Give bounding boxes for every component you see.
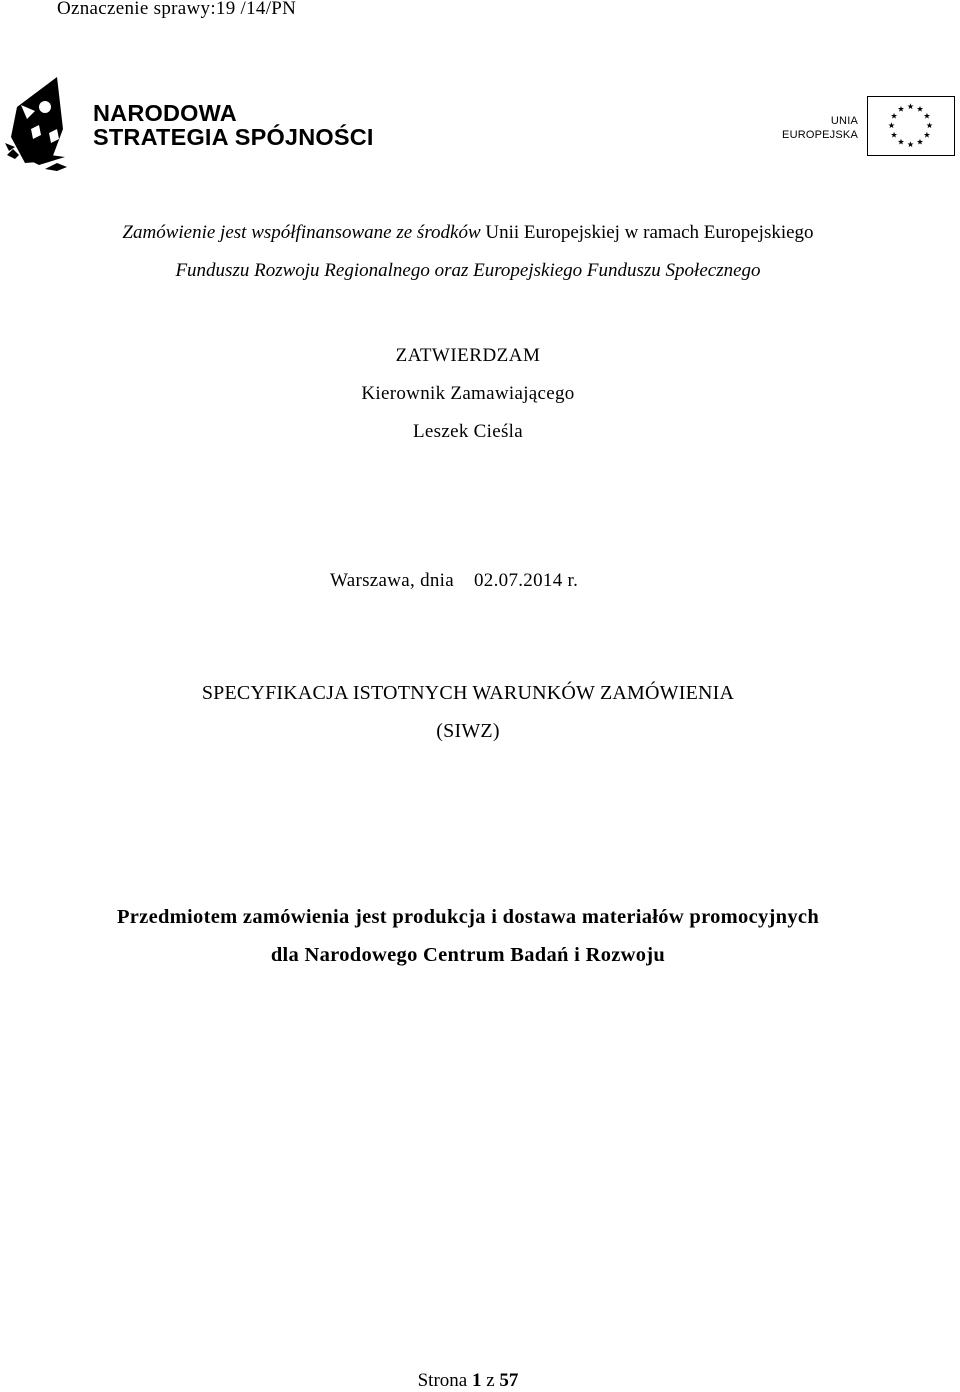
page-number: 1 bbox=[471, 1370, 482, 1391]
eu-star-icon bbox=[907, 103, 913, 109]
page-prefix: Strona bbox=[417, 1370, 472, 1391]
cofinancing-line1 bbox=[0, 222, 936, 244]
eu-star-icon bbox=[898, 139, 904, 145]
eu-logo-text bbox=[770, 114, 858, 142]
page-footer bbox=[0, 1370, 936, 1392]
nss-logo-text bbox=[93, 101, 374, 149]
eu-star-icon bbox=[917, 139, 923, 145]
cofinancing-line2-italic: Funduszu Rozwoju Regionalnego oraz Europejskiego Funduszu Społecznego bbox=[175, 260, 761, 281]
nss-emblem-icon bbox=[5, 77, 71, 173]
eu-star-icon bbox=[888, 122, 894, 128]
cofinancing-line1-italic: Zamówienie jest współfinansowane ze środków bbox=[122, 222, 481, 243]
approval-name: Leszek Cieśla bbox=[413, 421, 523, 442]
nss-logo-line2: STRATEGIA SPÓJNOŚCI bbox=[93, 124, 374, 150]
eu-logo-line2: EUROPEJSKA bbox=[782, 129, 858, 141]
eu-star-icon bbox=[891, 113, 897, 119]
nss-logo bbox=[5, 77, 374, 173]
approval-role: Kierownik Zamawiającego bbox=[361, 383, 575, 404]
eu-star-icon bbox=[898, 106, 904, 112]
cofinancing-line2 bbox=[0, 260, 936, 282]
place-label: Warszawa, dnia bbox=[330, 570, 454, 591]
nss-logo-line1: NARODOWA bbox=[93, 100, 237, 126]
eu-flag-icon bbox=[867, 96, 955, 156]
case-number: Oznaczenie sprawy:19 /14/PN bbox=[57, 0, 297, 19]
subject-line2: dla Narodowego Centrum Badań i Rozwoju bbox=[270, 944, 666, 966]
place-date bbox=[330, 570, 578, 592]
eu-star-icon bbox=[924, 113, 930, 119]
eu-logo-line1: UNIA bbox=[830, 115, 858, 127]
eu-star-icon bbox=[891, 132, 897, 138]
eu-star-icon bbox=[926, 122, 932, 128]
eu-star-icon bbox=[917, 106, 923, 112]
eu-star-icon bbox=[924, 132, 930, 138]
page-total: 57 bbox=[499, 1370, 519, 1391]
cofinancing-line1-plain: Unii Europejskiej w ramach Europejskiego bbox=[480, 222, 814, 243]
page-of-label: z bbox=[481, 1370, 500, 1391]
document-title: SPECYFIKACJA ISTOTNYCH WARUNKÓW ZAMÓWIENIA bbox=[201, 682, 735, 704]
document-title-abbreviation: (SIWZ) bbox=[436, 720, 500, 742]
approval-label: ZATWIERDZAM bbox=[395, 345, 541, 366]
subject-line1: Przedmiotem zamówienia jest produkcja i dostawa materiałów promocyjnych bbox=[116, 906, 820, 928]
document-date: 02.07.2014 r. bbox=[474, 570, 579, 591]
eu-star-icon bbox=[907, 141, 913, 147]
